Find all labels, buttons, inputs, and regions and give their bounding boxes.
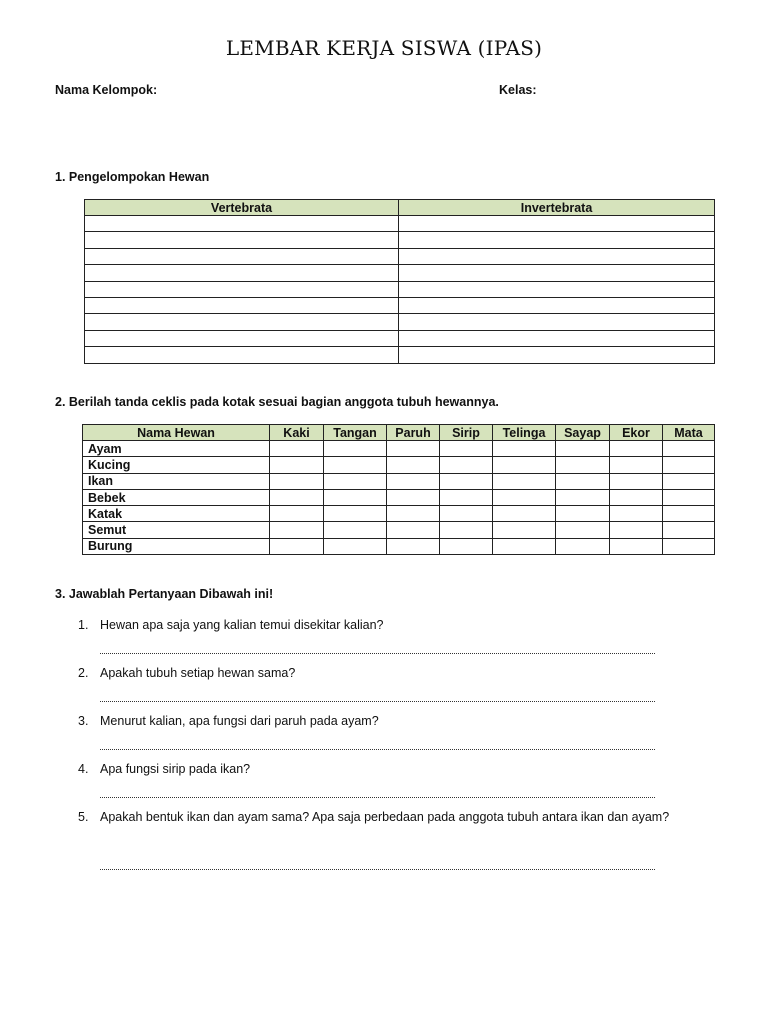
checkbox-cell[interactable]	[324, 522, 387, 538]
checkbox-cell[interactable]	[493, 473, 556, 489]
invertebrata-cell[interactable]	[399, 248, 715, 264]
invertebrata-cell[interactable]	[399, 330, 715, 346]
checkbox-cell[interactable]	[663, 441, 715, 457]
vertebrata-cell[interactable]	[85, 314, 399, 330]
checkbox-cell[interactable]	[556, 473, 610, 489]
animal-row	[83, 522, 715, 538]
checkbox-cell[interactable]	[324, 538, 387, 554]
checkbox-cell[interactable]	[556, 506, 610, 522]
checkbox-cell[interactable]	[440, 473, 493, 489]
animal-name: Kucing	[83, 457, 270, 473]
checkbox-cell[interactable]	[493, 457, 556, 473]
checkbox-cell[interactable]	[493, 522, 556, 538]
animal-row	[83, 441, 715, 457]
checkbox-cell[interactable]	[324, 441, 387, 457]
checkbox-cell[interactable]	[324, 506, 387, 522]
invertebrata-cell[interactable]	[399, 281, 715, 297]
checkbox-cell[interactable]	[387, 473, 440, 489]
col-mata: Mata	[663, 425, 715, 441]
question-text: Menurut kalian, apa fungsi dari paruh pada ayam?	[100, 714, 379, 728]
checkbox-cell[interactable]	[324, 489, 387, 505]
checkbox-cell[interactable]	[324, 457, 387, 473]
invertebrata-cell[interactable]	[399, 347, 715, 363]
question-text: Apa fungsi sirip pada ikan?	[100, 762, 251, 776]
question-number: 2.	[78, 666, 89, 680]
vertebrata-cell[interactable]	[85, 281, 399, 297]
checkbox-cell[interactable]	[556, 522, 610, 538]
classification-row	[85, 347, 715, 363]
answer-line[interactable]	[100, 748, 655, 750]
checkbox-cell[interactable]	[610, 522, 663, 538]
checkbox-cell[interactable]	[440, 489, 493, 505]
col-tangan: Tangan	[324, 425, 387, 441]
question-text: Hewan apa saja yang kalian temui disekitar kalian?	[100, 618, 384, 632]
invertebrata-cell[interactable]	[399, 216, 715, 232]
checkbox-cell[interactable]	[387, 506, 440, 522]
checkbox-cell[interactable]	[270, 506, 324, 522]
animal-name: Katak	[83, 506, 270, 522]
vertebrata-cell[interactable]	[85, 330, 399, 346]
classification-row	[85, 330, 715, 346]
checkbox-cell[interactable]	[440, 538, 493, 554]
answer-line[interactable]	[100, 652, 655, 654]
checkbox-cell[interactable]	[270, 489, 324, 505]
animal-name: Ikan	[83, 473, 270, 489]
animal-name: Bebek	[83, 489, 270, 505]
checkbox-cell[interactable]	[663, 457, 715, 473]
class-label: Kelas:	[499, 83, 537, 97]
animal-name: Burung	[83, 538, 270, 554]
animal-row	[83, 457, 715, 473]
checkbox-cell[interactable]	[324, 473, 387, 489]
checkbox-cell[interactable]	[610, 489, 663, 505]
checkbox-cell[interactable]	[493, 506, 556, 522]
animal-row	[83, 489, 715, 505]
checkbox-cell[interactable]	[270, 473, 324, 489]
question-number: 3.	[78, 714, 89, 728]
col-sirip: Sirip	[440, 425, 493, 441]
animal-row	[83, 473, 715, 489]
animal-row	[83, 538, 715, 554]
col-paruh: Paruh	[387, 425, 440, 441]
invertebrata-cell[interactable]	[399, 232, 715, 248]
classification-row	[85, 314, 715, 330]
checkbox-cell[interactable]	[387, 489, 440, 505]
body-parts-header-row	[83, 425, 715, 441]
animal-name: Semut	[83, 522, 270, 538]
checkbox-cell[interactable]	[270, 522, 324, 538]
col-vertebrata: Vertebrata	[85, 200, 399, 216]
checkbox-cell[interactable]	[270, 441, 324, 457]
col-kaki: Kaki	[270, 425, 324, 441]
checkbox-cell[interactable]	[493, 538, 556, 554]
worksheet-title: LEMBAR KERJA SISWA (IPAS)	[225, 36, 543, 60]
checkbox-cell[interactable]	[610, 538, 663, 554]
classification-row	[85, 232, 715, 248]
classification-row	[85, 297, 715, 313]
col-invertebrata: Invertebrata	[399, 200, 715, 216]
question-text: Apakah bentuk ikan dan ayam sama? Apa saja perbedaan pada anggota tubuh antara ikan dan ayam?	[100, 810, 670, 824]
checkbox-cell[interactable]	[663, 506, 715, 522]
checkbox-cell[interactable]	[556, 538, 610, 554]
invertebrata-cell[interactable]	[399, 314, 715, 330]
answer-line[interactable]	[100, 868, 655, 870]
classification-row	[85, 216, 715, 232]
invertebrata-cell[interactable]	[399, 265, 715, 281]
classification-header-row	[85, 200, 715, 216]
checkbox-cell[interactable]	[270, 457, 324, 473]
checkbox-cell[interactable]	[610, 506, 663, 522]
section1-heading: 1. Pengelompokan Hewan	[55, 170, 210, 184]
body-parts-table	[82, 424, 715, 555]
question-text: Apakah tubuh setiap hewan sama?	[100, 666, 296, 680]
checkbox-cell[interactable]	[556, 441, 610, 457]
checkbox-cell[interactable]	[493, 489, 556, 505]
checkbox-cell[interactable]	[387, 538, 440, 554]
checkbox-cell[interactable]	[556, 457, 610, 473]
checkbox-cell[interactable]	[440, 441, 493, 457]
checkbox-cell[interactable]	[270, 538, 324, 554]
checkbox-cell[interactable]	[387, 441, 440, 457]
question-number: 4.	[78, 762, 89, 776]
answer-line[interactable]	[100, 700, 655, 702]
vertebrata-cell[interactable]	[85, 248, 399, 264]
checkbox-cell[interactable]	[610, 473, 663, 489]
group-name-label: Nama Kelompok:	[55, 83, 158, 97]
section2-heading: 2. Berilah tanda ceklis pada kotak sesuai bagian anggota tubuh hewannya.	[55, 395, 499, 409]
col-nama-hewan: Nama Hewan	[83, 425, 270, 441]
vertebrata-cell[interactable]	[85, 232, 399, 248]
classification-row	[85, 248, 715, 264]
col-ekor: Ekor	[610, 425, 663, 441]
checkbox-cell[interactable]	[610, 457, 663, 473]
checkbox-cell[interactable]	[387, 522, 440, 538]
question-number: 1.	[78, 618, 89, 632]
checkbox-cell[interactable]	[440, 506, 493, 522]
section3-heading: 3. Jawablah Pertanyaan Dibawah ini!	[55, 587, 274, 601]
animal-name: Ayam	[83, 441, 270, 457]
classification-table	[84, 199, 715, 364]
vertebrata-cell[interactable]	[85, 216, 399, 232]
checkbox-cell[interactable]	[556, 489, 610, 505]
checkbox-cell[interactable]	[610, 441, 663, 457]
vertebrata-cell[interactable]	[85, 347, 399, 363]
answer-line[interactable]	[100, 796, 655, 798]
checkbox-cell[interactable]	[440, 522, 493, 538]
checkbox-cell[interactable]	[387, 457, 440, 473]
checkbox-cell[interactable]	[663, 522, 715, 538]
col-telinga: Telinga	[493, 425, 556, 441]
col-sayap: Sayap	[556, 425, 610, 441]
checkbox-cell[interactable]	[663, 473, 715, 489]
classification-row	[85, 281, 715, 297]
vertebrata-cell[interactable]	[85, 265, 399, 281]
checkbox-cell[interactable]	[663, 489, 715, 505]
checkbox-cell[interactable]	[440, 457, 493, 473]
checkbox-cell[interactable]	[663, 538, 715, 554]
invertebrata-cell[interactable]	[399, 297, 715, 313]
classification-row	[85, 265, 715, 281]
question-number: 5.	[78, 810, 89, 824]
checkbox-cell[interactable]	[493, 441, 556, 457]
animal-row	[83, 506, 715, 522]
vertebrata-cell[interactable]	[85, 297, 399, 313]
